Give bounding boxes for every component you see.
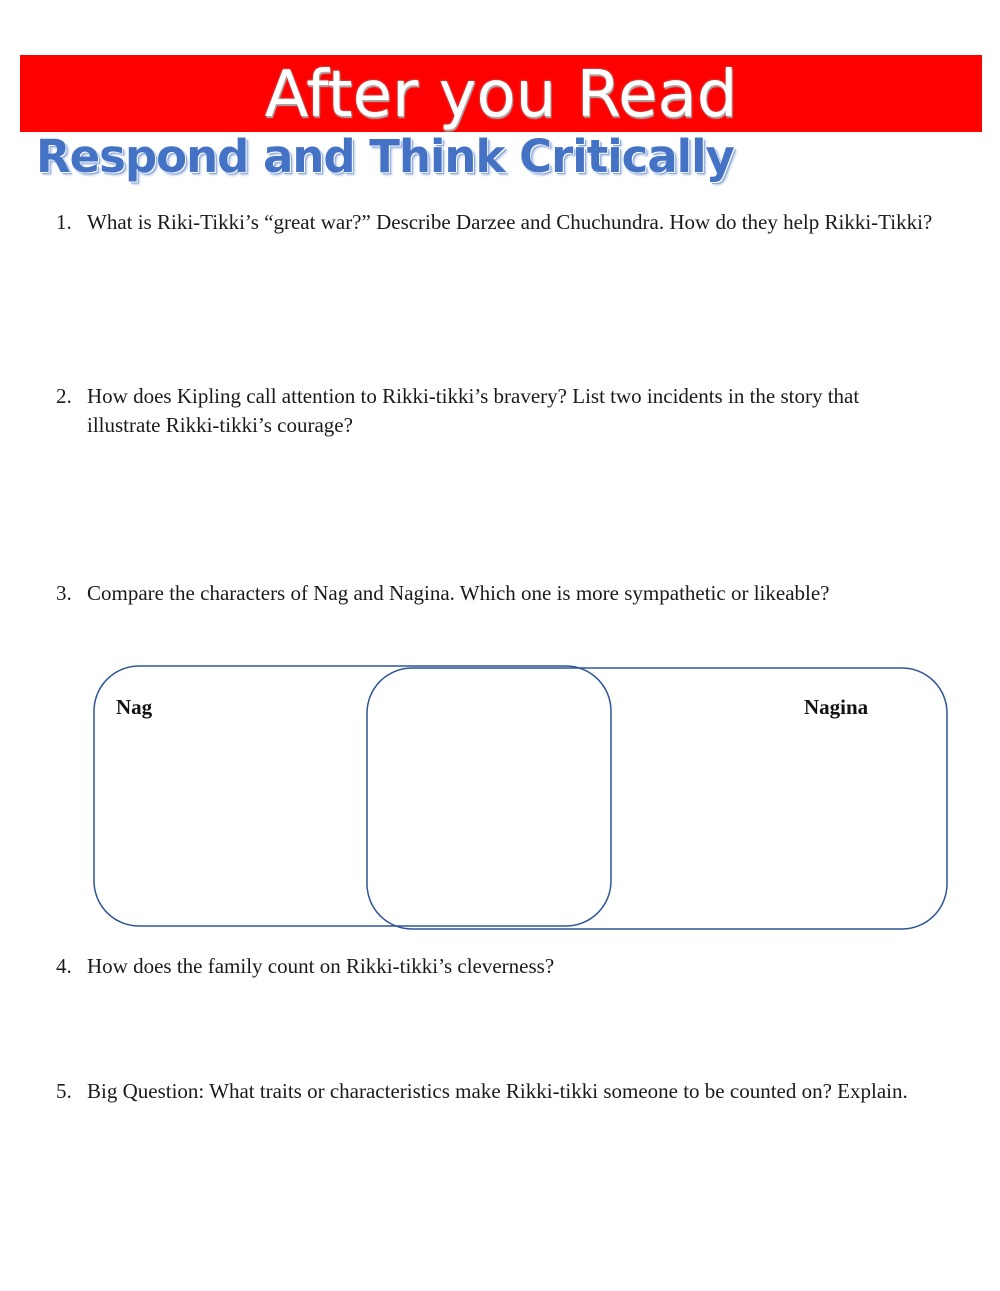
page-title: After you Read [264, 58, 738, 132]
question-number: 2. [56, 384, 72, 408]
venn-label-nag: Nag [116, 695, 153, 719]
question-5 [56, 1077, 936, 1106]
question-4 [56, 952, 936, 981]
question-number: 4. [56, 954, 72, 978]
question-text: How does the family count on Rikki-tikki’s cleverness? [87, 954, 555, 978]
venn-label-nagina: Nagina [804, 695, 869, 719]
question-number: 5. [56, 1079, 72, 1103]
venn-left-box [94, 666, 611, 926]
question-text: Big Question: What traits or characteristics make Rikki-tikki someone to be counted on? Explain. [87, 1079, 908, 1103]
question-text: How does Kipling call attention to Rikki-tikki’s bravery? List two incidents in the story that illustrate Rikki-tikki’s courage? [87, 384, 860, 437]
question-number: 3. [56, 581, 72, 605]
question-text: What is Riki-Tikki’s “great war?” Describe Darzee and Chuchundra. How do they help Rikki-Tikki? [87, 210, 933, 234]
section-subtitle: Respond and Think Critically [36, 130, 734, 183]
question-text: Compare the characters of Nag and Nagina. Which one is more sympathetic or likeable? [87, 581, 830, 605]
question-number: 1. [56, 210, 72, 234]
